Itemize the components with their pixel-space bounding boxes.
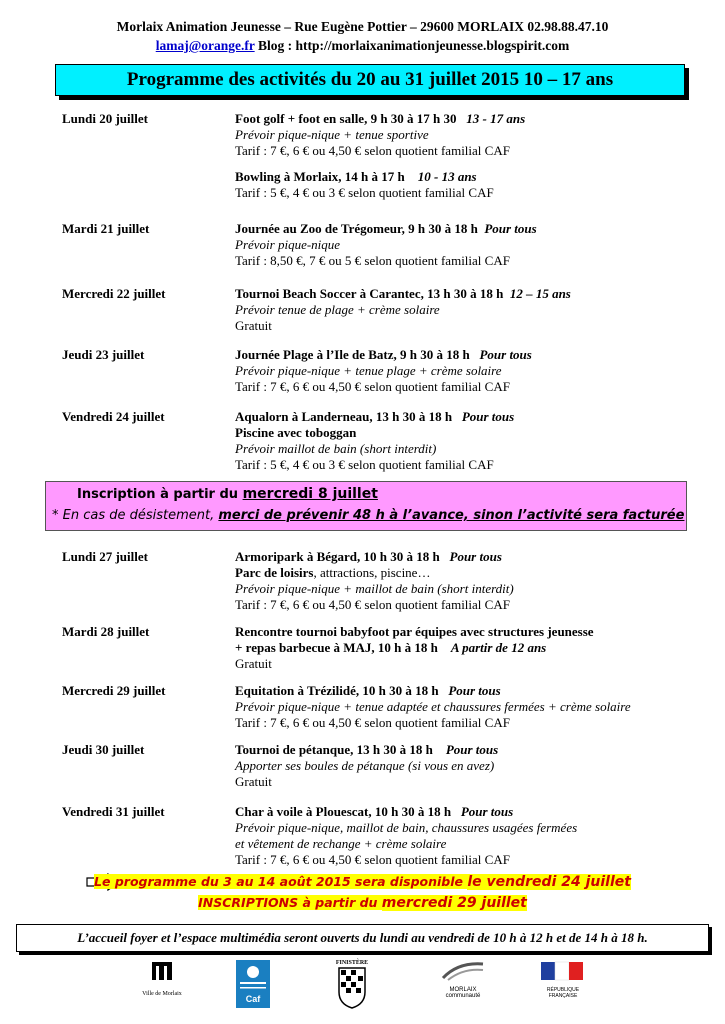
header-contact xyxy=(0,38,725,54)
blog-text: Blog : http://morlaixanimationjeunesse.blogspirit.com xyxy=(254,38,570,53)
activity: Tournoi Beach Soccer à Carantec, 13 h 30 à 18 h 12 – 15 ans Prévoir tenue de plage + crème solaire Gratuit xyxy=(235,286,571,333)
activity: Equitation à Trézilidé, 10 h 30 à 18 h Pour tous Prévoir pique-nique + tenue adaptée et chaussures fermées + crème solaire Tarif : 7 €, 6 € ou 4,50 € selon quotient familial CAF xyxy=(235,683,631,730)
inscription-box xyxy=(45,481,687,531)
day-label: Vendredi 24 juillet xyxy=(62,409,165,424)
activity: Journée Plage à l’Ile de Batz, 9 h 30 à 18 h Pour tous Prévoir pique-nique + tenue plage + crème solaire Tarif : 7 €, 6 € ou 4,50 € selon quotient familial CAF xyxy=(235,347,532,394)
activity: Aqualorn à Landerneau, 13 h 30 à 18 h Pour tous Piscine avec toboggan Prévoir maillot de bain (short interdit) Tarif : 5 €, 4 € ou 3 € selon quotient familial CAF xyxy=(235,409,515,472)
day-label: Mercredi 22 juillet xyxy=(62,286,166,301)
activity: Char à voile à Plouescat, 10 h 30 à 18 h Pour tous Prévoir pique-nique, maillot de bain, chaussures usagées fermées et vêtement de rechange + crème solaire Tarif : 7 €, 6 € ou 4,50 € selon quotient familial CAF xyxy=(235,804,578,867)
ville-morlaix-logo: Ville de Morlaix xyxy=(132,960,192,997)
email-link[interactable]: lamaj@orange.fr xyxy=(155,38,255,53)
activity: Foot golf + foot en salle, 9 h 30 à 17 h 30 13 - 17 ans Prévoir pique-nique + tenue sportive Tarif : 7 €, 6 € ou 4,50 € selon quotient familial CAF xyxy=(235,111,526,158)
caf-logo: Caf xyxy=(236,960,270,1013)
activity: Tournoi de pétanque, 13 h 30 à 18 h Pour tous Apporter ses boules de pétanque (si vous en avez) Gratuit xyxy=(235,742,499,789)
day-label: Mardi 21 juillet xyxy=(62,221,150,236)
activity: Bowling à Morlaix, 14 h à 17 h 10 - 13 ans Tarif : 5 €, 4 € ou 3 € selon quotient familial CAF xyxy=(235,169,494,200)
next-inscriptions-announce: INSCRIPTIONS à partir du mercredi 29 juillet xyxy=(198,895,527,911)
day-label: Jeudi 23 juillet xyxy=(62,347,145,362)
activity: Rencontre tournoi babyfoot par équipes avec structures jeunesse + repas barbecue à MAJ, 10 h à 18 h A partir de 12 ans Gratuit xyxy=(235,624,594,671)
day-label: Lundi 27 juillet xyxy=(62,549,148,564)
day-label: Mercredi 29 juillet xyxy=(62,683,166,698)
day-label: Jeudi 30 juillet xyxy=(62,742,145,757)
finistere-logo: FINISTÈRE xyxy=(335,960,369,1015)
republique-francaise-logo: RÉPUBLIQUE FRANÇAISE xyxy=(537,960,589,999)
page-title: Programme des activités du 20 au 31 juillet 2015 10 – 17 ans xyxy=(55,64,685,96)
morlaix-communaute-logo: MORLAIX communauté xyxy=(438,960,488,999)
header-address: Morlaix Animation Jeunesse – Rue Eugène Pottier – 29600 MORLAIX 02.98.88.47.10 xyxy=(116,19,609,34)
cancellation-note: * En cas de désistement, merci de prévenir 48 h à l’avance, sinon l’activité sera facturée xyxy=(52,508,685,523)
inscription-date: Inscription à partir du mercredi 8 juillet xyxy=(77,486,378,502)
opening-hours-box: L’accueil foyer et l’espace multimédia seront ouverts du lundi au vendredi de 10 h à 12 h et de 14 h à 18 h. xyxy=(16,924,709,952)
next-program-announce: Le programme du 3 au 14 août 2015 sera disponible le vendredi 24 juillet xyxy=(94,874,631,890)
day-label: Lundi 20 juillet xyxy=(62,111,148,126)
day-label: Vendredi 31 juillet xyxy=(62,804,165,819)
activity: Journée au Zoo de Trégomeur, 9 h 30 à 18 h Pour tous Prévoir pique-nique Tarif : 8,50 €, 7 € ou 5 € selon quotient familial CAF xyxy=(235,221,537,268)
day-label: Mardi 28 juillet xyxy=(62,624,150,639)
activity: Armoripark à Bégard, 10 h 30 à 18 h Pour tous Parc de loisirs, attractions, piscine… Prévoir pique-nique + maillot de bain (short interdit) Tarif : 7 €, 6 € ou 4,50 € selon quotient familial CAF xyxy=(235,549,514,612)
